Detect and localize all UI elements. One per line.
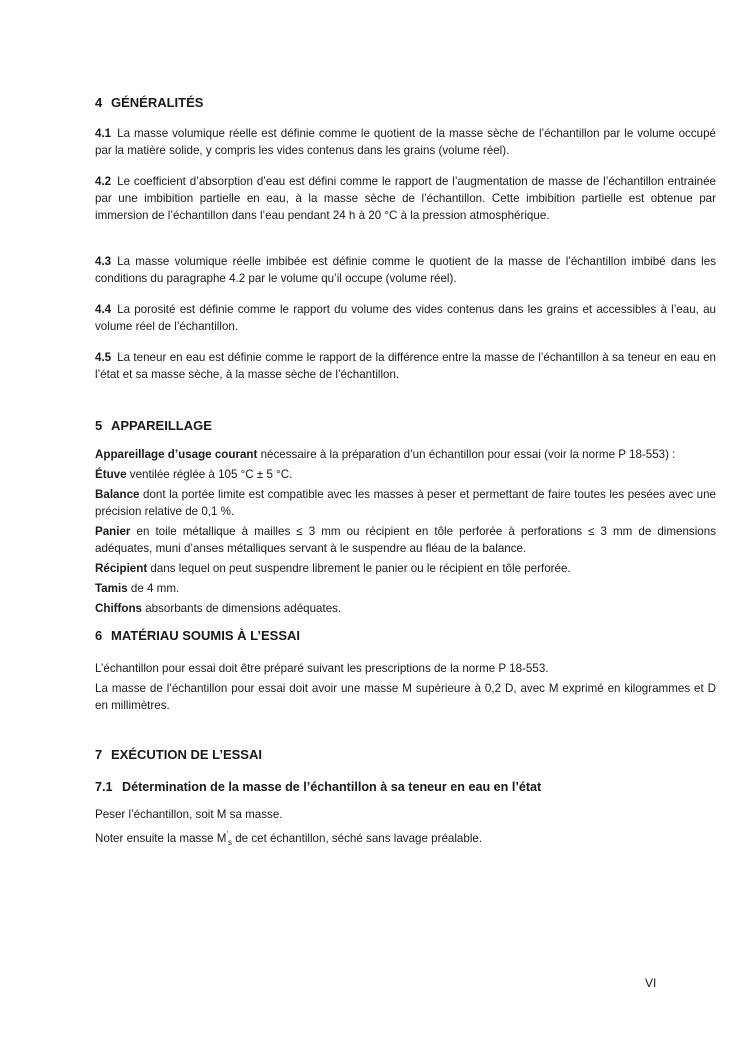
paragraph-text: Le coefficient d’absorption d’eau est défini comme le rapport de l’augmentation de masse de l’échantillon entrainée par une imbibition partielle en eau, à la masse sèche de l’échantillon. Cette imbibition partielle est obtenue par immersion de l’échantillon dans l’eau pendant 24 h à 20 °C à la pression atmosphérique. bbox=[95, 175, 716, 222]
paragraph-4-4 bbox=[95, 301, 716, 335]
equipment-term: Étuve bbox=[95, 468, 127, 481]
equipment-item: Tamis de 4 mm. bbox=[95, 582, 180, 595]
paragraph-text: La masse volumique réelle est définie comme le quotient de la masse sèche de l’échantillon par le volume occupé par la matière solide, y compris les vides contenus dans les grains (volume réel). bbox=[95, 127, 716, 157]
section-6-body bbox=[95, 660, 716, 714]
equipment-term: Récipient bbox=[95, 562, 148, 575]
equipment-item: Balance dont la portée limite est compatible avec les masses à peser et permettant de faire toutes les pesées avec une précision relative de 0,1 %. bbox=[95, 488, 716, 518]
paragraph-text: Noter ensuite la masse $M'_s$ de cet échantillon, séché sans lavage préalable. bbox=[95, 830, 483, 848]
paragraph-4-5 bbox=[95, 349, 716, 383]
paragraph-text: La masse volumique réelle imbibée est définie comme le quotient de la masse de l’échantillon imbibé dans les conditions du paragraphe 4.2 par le volume qu’il occupe (volume réel). bbox=[95, 255, 716, 285]
paragraph-number: 4.2 bbox=[95, 175, 112, 188]
equipment-item: Étuve ventilée réglée à 105 °C ± 5 °C. bbox=[95, 468, 293, 481]
paragraph-4-2 bbox=[95, 173, 716, 224]
equipment-item: Chiffons absorbants de dimensions adéquates. bbox=[95, 602, 342, 615]
paragraph-4-1 bbox=[95, 125, 716, 159]
equipment-list bbox=[95, 446, 716, 617]
equipment-item: Récipient dans lequel on peut suspendre librement le panier ou le récipient en tôle perforée. bbox=[95, 562, 571, 575]
section-7-heading bbox=[95, 746, 716, 763]
paragraph-text: La porosité est définie comme le rapport du volume des vides contenus dans les grains et accessibles à l’eau, au volume réel de l’échantillon. bbox=[95, 303, 716, 333]
paragraph-text: Peser l’échantillon, soit M sa masse. bbox=[95, 808, 283, 821]
section-4-heading bbox=[95, 94, 716, 111]
subsection-7-1-body bbox=[95, 806, 716, 851]
section-6-heading bbox=[95, 627, 716, 644]
paragraph-text: La teneur en eau est définie comme le rapport de la différence entre la masse de l’échantillon à sa teneur en eau en l’état et sa masse sèche, à la masse sèche de l’échantillon. bbox=[95, 351, 716, 381]
section-title: EXÉCUTION DE L’ESSAI bbox=[111, 747, 262, 762]
equipment-item: Panier en toile métallique à mailles ≤ 3 mm ou récipient en tôle perforée à perforations ≤ 3 mm de dimensions adéquates, muni d’anses métalliques servant à le suspendre au fléau de la balance. bbox=[95, 525, 716, 555]
equipment-term: Chiffons bbox=[95, 602, 143, 615]
section-number: 5 bbox=[95, 418, 103, 433]
equipment-term: Balance bbox=[95, 488, 140, 501]
section-5-heading bbox=[95, 417, 716, 434]
paragraph-4-3 bbox=[95, 253, 716, 287]
paragraph-number: 4.1 bbox=[95, 127, 112, 140]
paragraph-number: 4.3 bbox=[95, 255, 112, 268]
section-number: 6 bbox=[95, 628, 103, 643]
section-title: GÉNÉRALITÉS bbox=[111, 95, 204, 110]
section-number: 7 bbox=[95, 747, 103, 762]
subsection-title: Détermination de la masse de l’échantillon à sa teneur en eau en l’état bbox=[122, 780, 542, 794]
page-number: VI bbox=[645, 976, 657, 990]
paragraph-text: L’échantillon pour essai doit être préparé suivant les prescriptions de la norme P 18-553. bbox=[95, 662, 549, 675]
paragraph-text: La masse de l’échantillon pour essai doit avoir une masse M supérieure à 0,2 D, avec M exprimé en kilogrammes et D en millimètres. bbox=[95, 682, 716, 712]
section-title: APPAREILLAGE bbox=[111, 418, 212, 433]
paragraph-number: 4.4 bbox=[95, 303, 112, 316]
equipment-item: Appareillage d’usage courant nécessaire à la préparation d’un échantillon pour essai (voir la norme P 18-553) : bbox=[95, 448, 676, 461]
paragraph-number: 4.5 bbox=[95, 351, 112, 364]
equipment-term: Appareillage d’usage courant bbox=[95, 448, 258, 461]
equipment-term: Panier bbox=[95, 525, 131, 538]
section-title: MATÉRIAU SOUMIS À L’ESSAI bbox=[111, 628, 300, 643]
subsection-number: 7.1 bbox=[95, 780, 113, 794]
section-number: 4 bbox=[95, 95, 103, 110]
equipment-term: Tamis bbox=[95, 582, 128, 595]
subsection-7-1-heading bbox=[95, 779, 716, 796]
